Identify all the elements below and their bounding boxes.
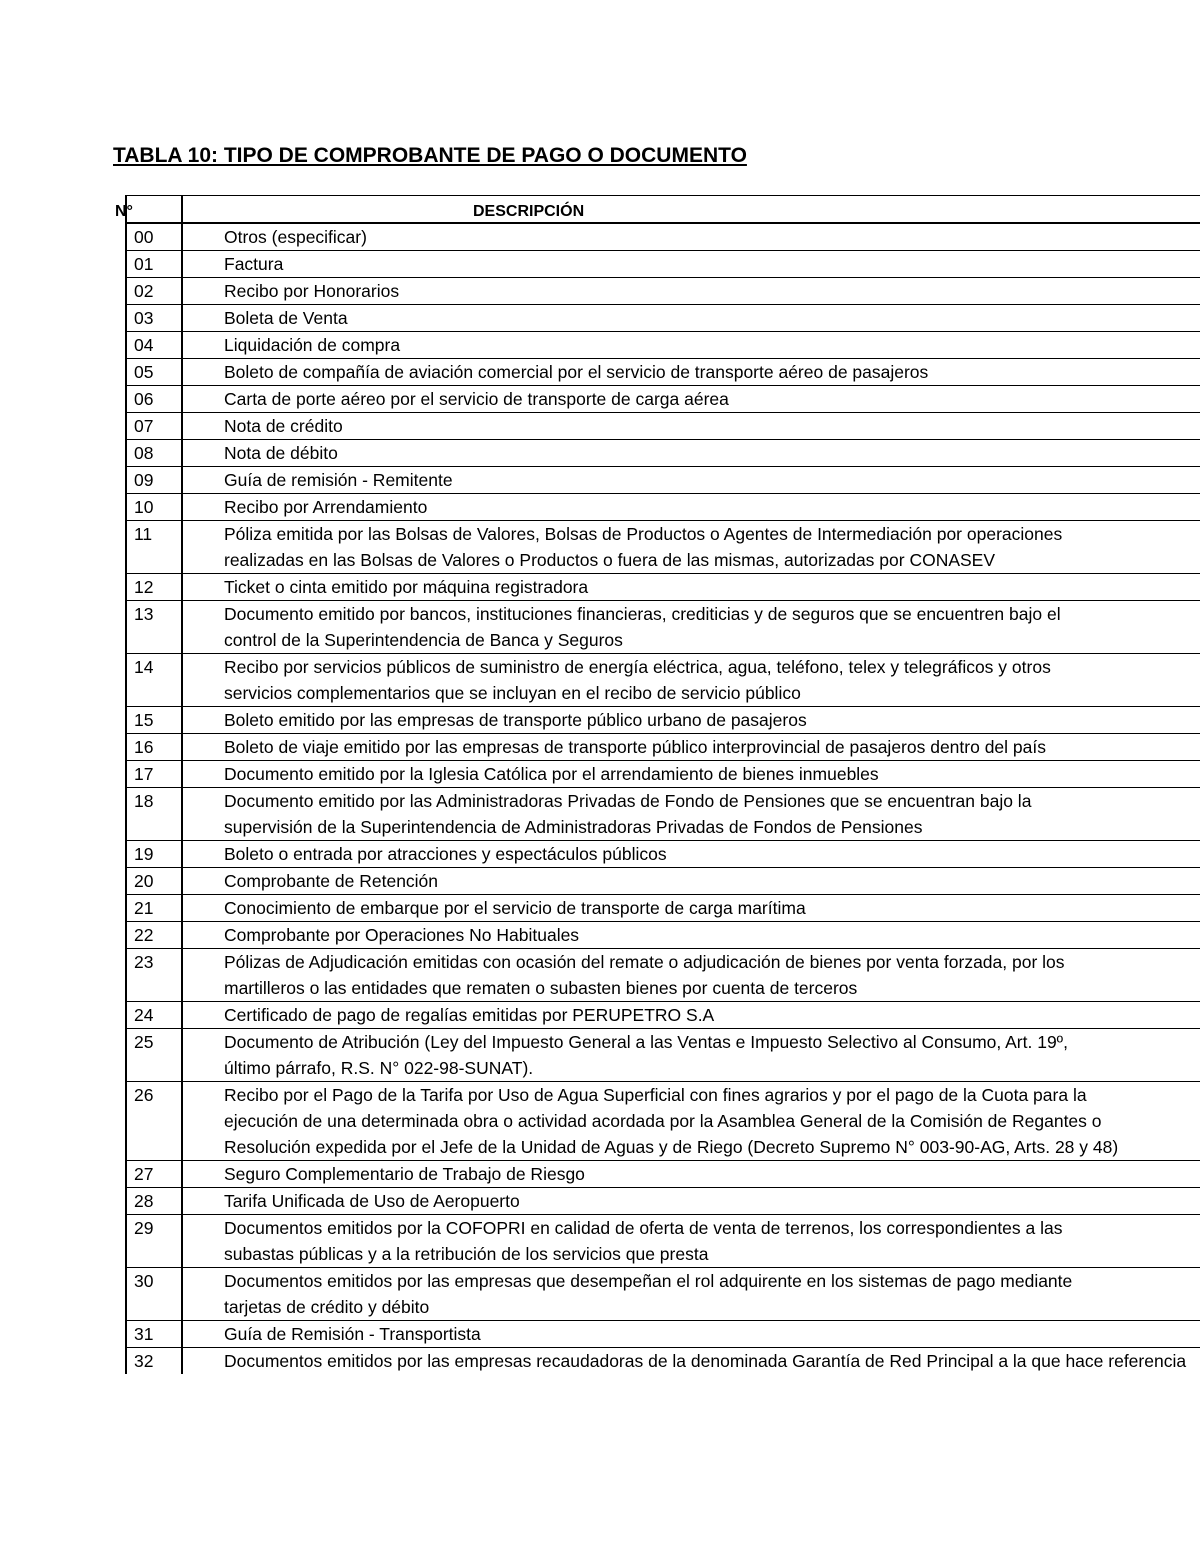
row-description: Documento emitido por las Administradoras Privadas de Fondo de Pensiones que se encuentran bajo la supervisión de la Superintendencia de Administradoras Privadas de Fondos de Pensiones	[224, 791, 1032, 837]
table-header	[115, 195, 1200, 224]
table-row	[127, 521, 1200, 574]
row-code: 08	[134, 443, 154, 463]
row-description: Documentos emitidos por las empresas recaudadoras de la denominada Garantía de Red Principal a la que hace referencia	[224, 1351, 1187, 1371]
row-description: Conocimiento de embarque por el servicio de transporte de carga marítima	[224, 898, 806, 918]
row-code: 01	[134, 254, 154, 274]
table-row	[127, 734, 1200, 761]
row-description: Documentos emitidos por la COFOPRI en calidad de oferta de venta de terrenos, los correspondientes a las subastas públicas y a la retribución de los servicios que presta	[224, 1218, 1063, 1264]
table-row	[127, 1348, 1200, 1374]
table-row	[127, 868, 1200, 895]
table-row	[127, 1161, 1200, 1188]
table-row	[127, 895, 1200, 922]
table-row	[127, 1188, 1200, 1215]
row-description: Boleto o entrada por atracciones y espectáculos públicos	[224, 844, 667, 864]
row-code: 30	[134, 1271, 154, 1291]
row-description: Comprobante de Retención	[224, 871, 439, 891]
table-row	[127, 1029, 1200, 1082]
row-code: 09	[134, 470, 154, 490]
voucher-type-table	[115, 195, 1200, 1374]
row-description: Tarifa Unificada de Uso de Aeropuerto	[224, 1191, 520, 1211]
row-description: Pólizas de Adjudicación emitidas con ocasión del remate o adjudicación de bienes por venta forzada, por los martilleros o las entidades que rematen o subasten bienes por cuenta de terceros	[224, 952, 1065, 998]
row-description: Documento de Atribución (Ley del Impuesto General a las Ventas e Impuesto Selectivo al Consumo, Art. 19º, último párrafo, R.S. N° 022-98-SUNAT).	[224, 1032, 1068, 1078]
page-title: TABLA 10: TIPO DE COMPROBANTE DE PAGO O DOCUMENTO	[113, 144, 747, 167]
row-code: 32	[134, 1351, 154, 1371]
table-row	[127, 1268, 1200, 1321]
table-row	[127, 224, 1200, 251]
row-description: Guía de remisión - Remitente	[224, 470, 453, 490]
row-code: 22	[134, 925, 154, 945]
table-row	[127, 949, 1200, 1002]
row-description: Factura	[224, 254, 284, 274]
row-code: 23	[134, 952, 154, 972]
row-description: Recibo por Arrendamiento	[224, 497, 428, 517]
row-description: Documentos emitidos por las empresas que desempeñan el rol adquirente en los sistemas de pago mediante tarjetas de crédito y débito	[224, 1271, 1073, 1317]
row-code: 31	[134, 1324, 154, 1344]
row-code: 20	[134, 871, 154, 891]
row-description: Certificado de pago de regalías emitidas por PERUPETRO S.A	[224, 1005, 715, 1025]
row-code: 04	[134, 335, 154, 355]
row-description: Recibo por servicios públicos de suministro de energía eléctrica, agua, teléfono, telex y telegráficos y otros servicios complementarios que se incluyan en el recibo de servicio público	[224, 657, 1051, 703]
table-row	[127, 601, 1200, 654]
table-row	[127, 1082, 1200, 1161]
row-code: 26	[134, 1085, 154, 1105]
row-code: 03	[134, 308, 154, 328]
row-description: Boleto emitido por las empresas de transporte público urbano de pasajeros	[224, 710, 807, 730]
row-code: 28	[134, 1191, 154, 1211]
row-code: 02	[134, 281, 154, 301]
description-column-header: DESCRIPCIÓN	[473, 203, 585, 220]
table-row	[127, 1215, 1200, 1268]
table-row	[127, 440, 1200, 467]
row-code: 17	[134, 764, 154, 784]
row-code: 29	[134, 1218, 154, 1238]
row-code: 12	[134, 577, 154, 597]
row-code: 07	[134, 416, 154, 436]
row-code: 18	[134, 791, 154, 811]
row-code: 25	[134, 1032, 154, 1052]
table-row	[127, 332, 1200, 359]
row-description: Boleto de compañía de aviación comercial por el servicio de transporte aéreo de pasajeros	[224, 362, 929, 382]
number-column-header: N°	[115, 203, 133, 220]
table-row	[127, 386, 1200, 413]
row-code: 21	[134, 898, 154, 918]
row-code: 16	[134, 737, 154, 757]
row-description: Comprobante por Operaciones No Habituales	[224, 925, 580, 945]
row-code: 14	[134, 657, 154, 677]
table-row	[127, 574, 1200, 601]
row-code: 05	[134, 362, 154, 382]
column-divider	[181, 195, 183, 1374]
table-row	[127, 922, 1200, 949]
row-description: Ticket o cinta emitido por máquina registradora	[224, 577, 589, 597]
table-body	[127, 224, 1200, 1374]
table-row	[127, 359, 1200, 386]
table-row	[127, 305, 1200, 332]
row-description: Seguro Complementario de Trabajo de Riesgo	[224, 1164, 585, 1184]
row-description: Nota de débito	[224, 443, 338, 463]
table-row	[127, 1321, 1200, 1348]
row-code: 13	[134, 604, 154, 624]
table-row	[127, 413, 1200, 440]
row-code: 19	[134, 844, 154, 864]
row-description: Boleto de viaje emitido por las empresas de transporte público interprovincial de pasajeros dentro del país	[224, 737, 1046, 757]
row-code: 15	[134, 710, 154, 730]
row-description: Póliza emitida por las Bolsas de Valores, Bolsas de Productos o Agentes de Intermediación por operaciones realizadas en las Bolsas de Valores o Productos o fuera de las mismas, autorizadas por CONASEV	[224, 524, 1063, 570]
table-row	[127, 467, 1200, 494]
table-row	[127, 788, 1200, 841]
row-description: Otros (especificar)	[224, 227, 367, 247]
row-description: Recibo por Honorarios	[224, 281, 400, 301]
row-code: 24	[134, 1005, 154, 1025]
row-description: Carta de porte aéreo por el servicio de transporte de carga aérea	[224, 389, 729, 409]
table-row	[127, 761, 1200, 788]
row-code: 11	[134, 524, 153, 544]
row-code: 10	[134, 497, 154, 517]
row-description: Liquidación de compra	[224, 335, 401, 355]
table-row	[127, 1002, 1200, 1029]
row-description: Nota de crédito	[224, 416, 343, 436]
row-code: 06	[134, 389, 154, 409]
row-description: Guía de Remisión - Transportista	[224, 1324, 481, 1344]
row-code: 00	[134, 227, 154, 247]
table-row	[127, 841, 1200, 868]
row-code: 27	[134, 1164, 154, 1184]
row-description: Documento emitido por bancos, instituciones financieras, crediticias y de seguros que se encuentren bajo el control de la Superintendencia de Banca y Seguros	[224, 604, 1061, 650]
table-row	[127, 707, 1200, 734]
row-description: Recibo por el Pago de la Tarifa por Uso de Agua Superficial con fines agrarios y por el pago de la Cuota para la ejecución de una determinada obra o actividad acordada por la Asamblea General de la Comisión de Regantes o Resolución expedida por el Jefe de la Unidad de Aguas y de Riego (Decreto Supremo N° 003-90-AG, Arts. 28 y 48)	[224, 1085, 1119, 1157]
table-row	[127, 494, 1200, 521]
row-description: Documento emitido por la Iglesia Católica por el arrendamiento de bienes inmuebles	[224, 764, 879, 784]
table-row	[127, 251, 1200, 278]
row-description: Boleta de Venta	[224, 308, 348, 328]
table-row	[127, 654, 1200, 707]
table-row	[127, 278, 1200, 305]
